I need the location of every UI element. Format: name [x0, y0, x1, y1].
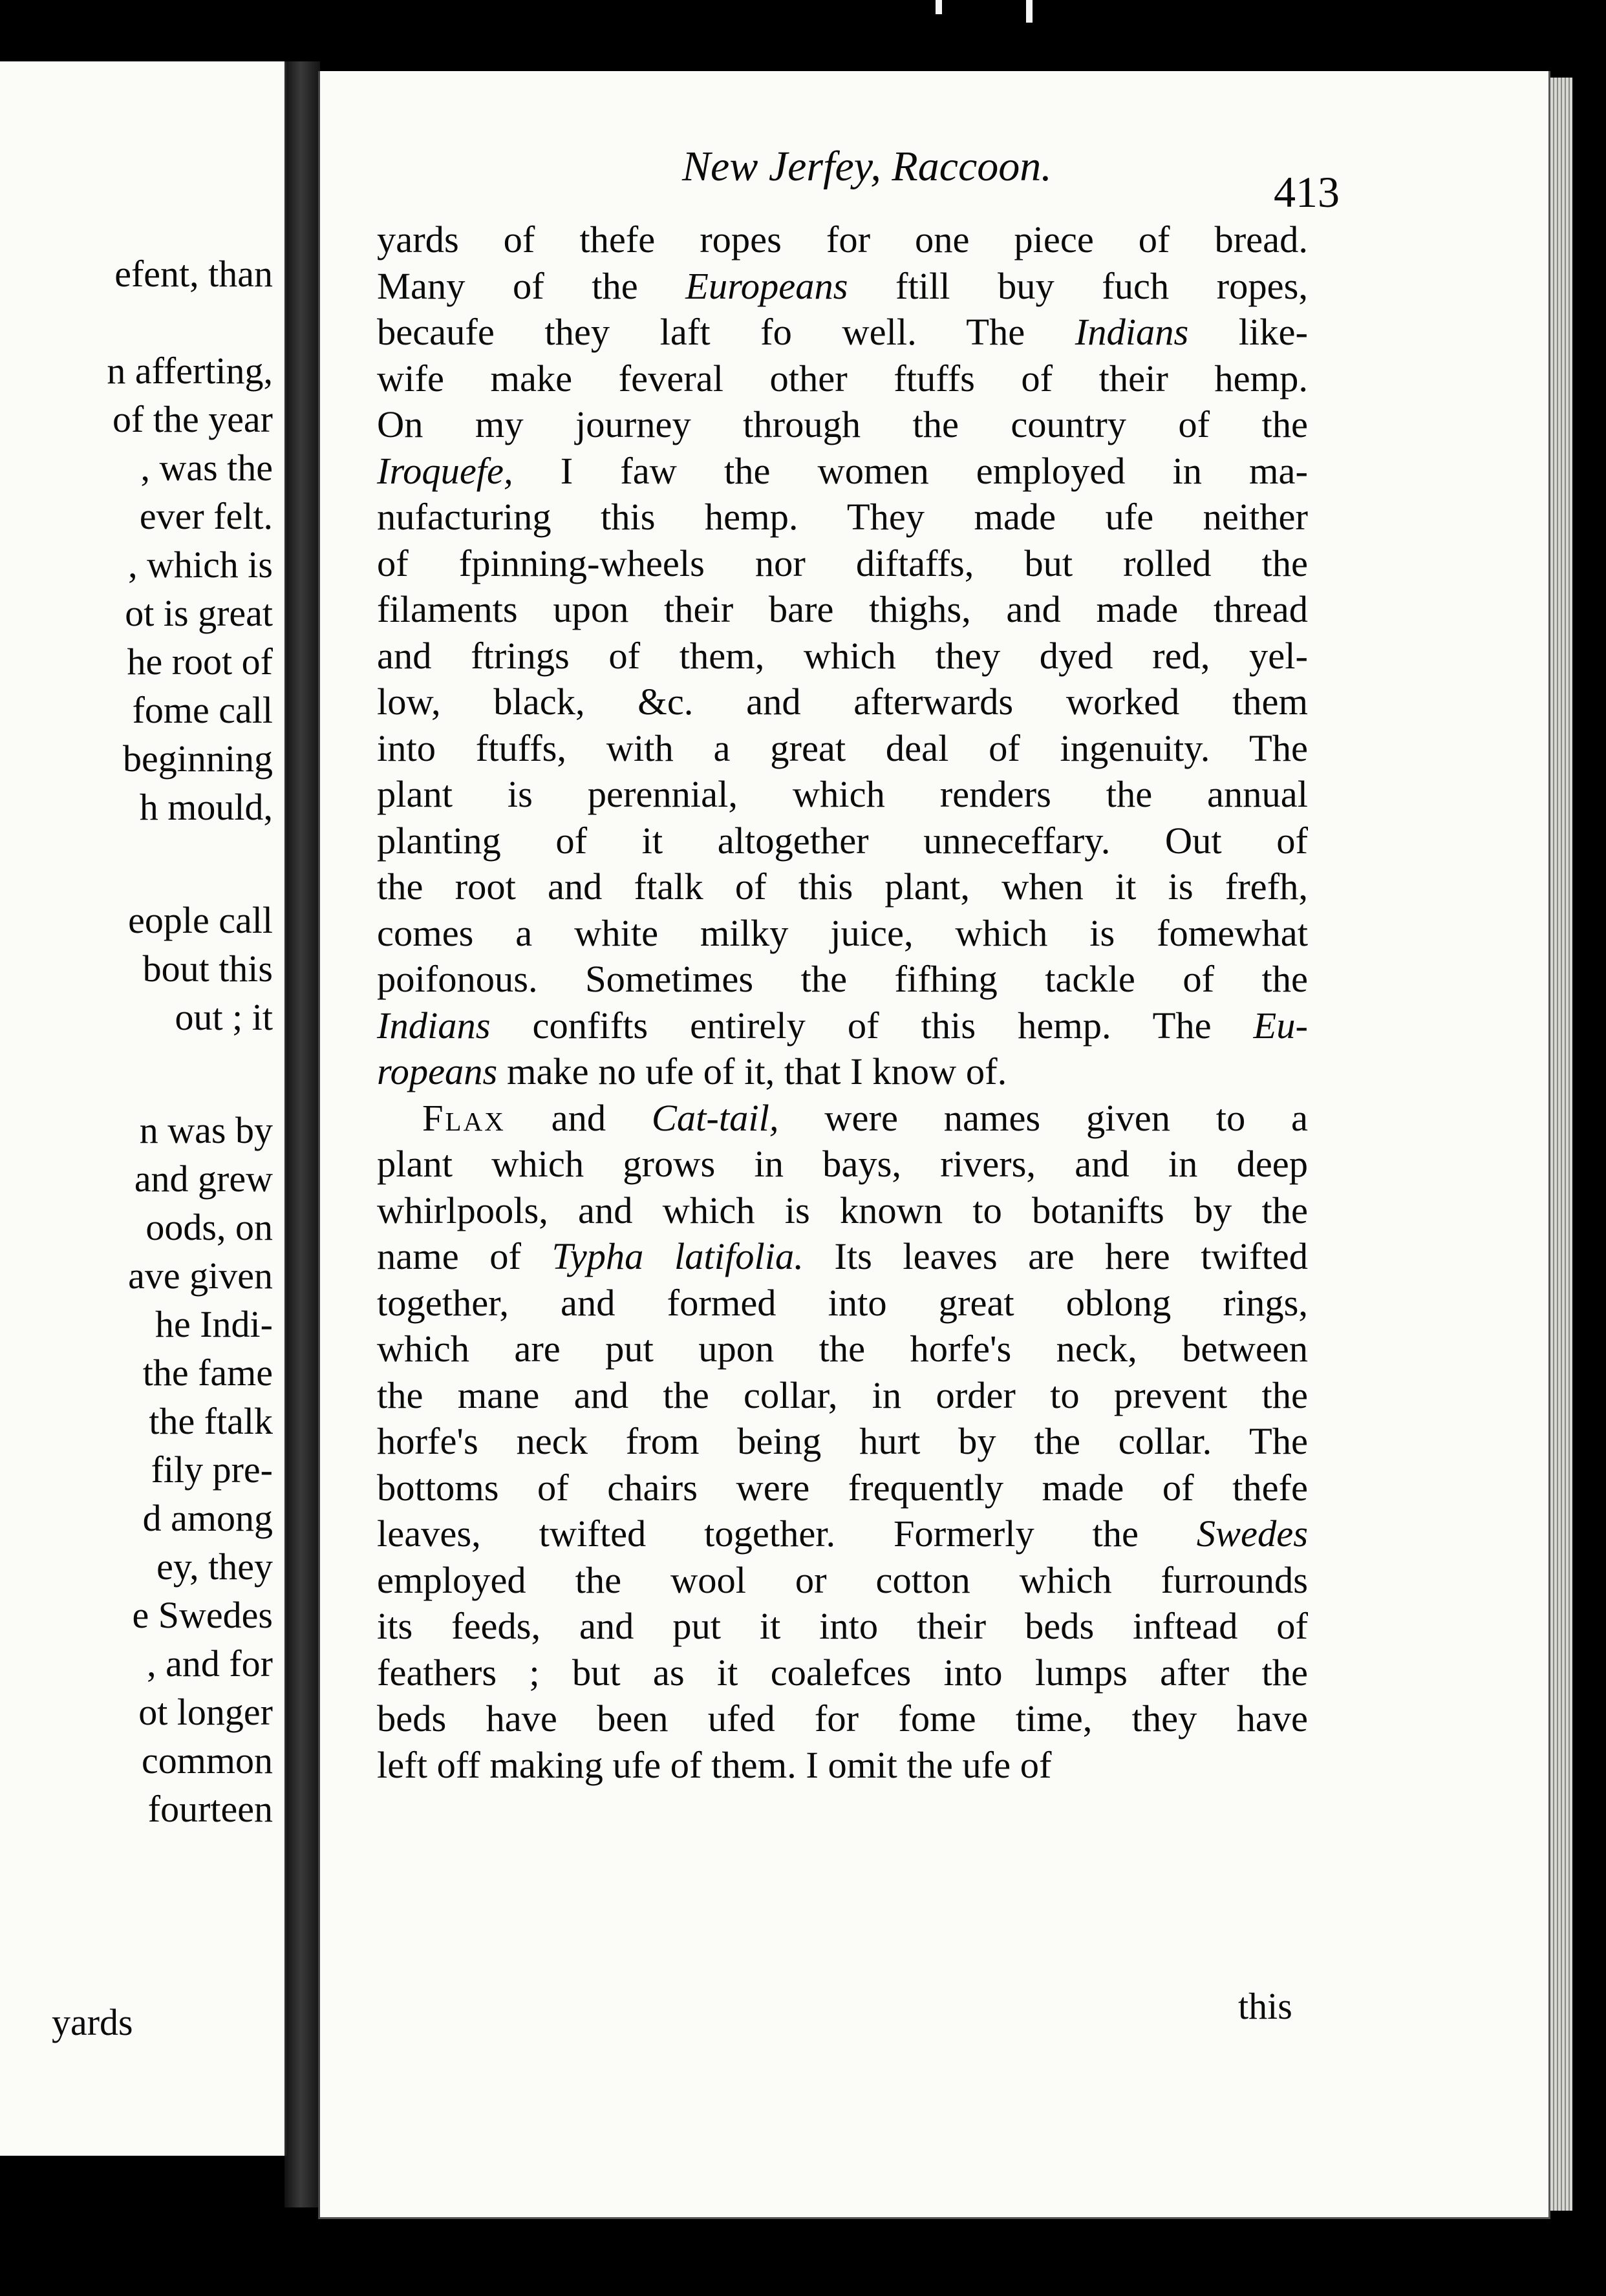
text-line — [377, 1003, 1308, 1049]
small-caps-run: Flax — [422, 1096, 506, 1139]
text-run: ftill buy fuch ropes, — [848, 264, 1308, 307]
left-page-line: h mould, — [139, 786, 273, 828]
text-line — [377, 1372, 1308, 1419]
text-line — [377, 356, 1308, 402]
text-run: poifonous. Sometimes the fifhing tackle of the — [377, 958, 1308, 1000]
text-line — [377, 540, 1308, 587]
text-line — [377, 309, 1308, 356]
left-page-line: , which is — [128, 544, 273, 586]
left-page-line: n afferting, — [107, 350, 273, 392]
text-run: wife make feveral other ftuffs of their hemp. — [377, 357, 1308, 399]
text-line — [377, 1465, 1308, 1511]
text-run: and ftrings of them, which they dyed red, yel- — [377, 634, 1308, 677]
text-line — [377, 263, 1308, 310]
left-page-line: d among — [142, 1497, 273, 1539]
left-page-line: fourteen — [147, 1788, 273, 1830]
text-run: low, black, &c. and afterwards worked them — [377, 681, 1308, 723]
running-head: New Jerfey, Raccoon. — [682, 143, 1052, 190]
text-run: whirlpools, and which is known to botanifts by the — [377, 1189, 1308, 1231]
left-page-line: ot is great — [125, 592, 273, 634]
text-line — [377, 1280, 1308, 1326]
text-line — [377, 1557, 1308, 1604]
text-line — [377, 771, 1308, 818]
text-run: left off making ufe of them. I omit the ufe of — [377, 1743, 1052, 1786]
text-line — [377, 1095, 1308, 1142]
left-page-line: he root of — [127, 641, 273, 683]
top-edge-mark — [936, 0, 942, 14]
text-run: the mane and the collar, in order to prevent the — [377, 1374, 1308, 1416]
text-run: make no ufe of it, that I know of. — [497, 1050, 1007, 1092]
text-run: I faw the women employed in ma- — [513, 449, 1308, 492]
left-page-line: the fame — [142, 1352, 273, 1394]
right-page — [318, 71, 1550, 2219]
text-run: like- — [1188, 311, 1308, 353]
text-line — [377, 679, 1308, 725]
text-line — [377, 910, 1308, 957]
left-page-line: beginning — [123, 738, 273, 780]
left-page-line: ot longer — [138, 1691, 273, 1733]
text-run: which are put upon the horfe's neck, between — [377, 1328, 1308, 1370]
left-page-line: ave given — [128, 1255, 273, 1297]
text-run: plant which grows in bays, rivers, and in deep — [377, 1143, 1308, 1185]
italic-run: Iroquefe, — [377, 449, 513, 492]
text-line — [377, 494, 1308, 540]
left-page-line: n was by — [139, 1109, 273, 1151]
page-number: 413 — [1274, 167, 1340, 217]
text-run: filaments upon their bare thighs, and made thread — [377, 588, 1308, 630]
italic-run: Indians — [377, 1004, 491, 1047]
text-run: bottoms of chairs were frequently made of thefe — [377, 1466, 1308, 1509]
text-line — [377, 1326, 1308, 1372]
left-page-catchword: yards — [52, 2001, 133, 2043]
left-page-line: and grew — [134, 1158, 273, 1200]
left-page-line: oods, on — [145, 1206, 273, 1248]
text-line — [377, 725, 1308, 772]
left-page-line: out ; it — [175, 996, 273, 1038]
text-line — [377, 217, 1308, 263]
text-run: its feeds, and put it into their beds inftead of — [377, 1605, 1308, 1647]
left-page-line: he Indi- — [155, 1303, 273, 1345]
text-run: confifts entirely of this hemp. The — [490, 1004, 1254, 1047]
italic-run: Cat-tail, — [651, 1096, 779, 1139]
text-run: name of — [377, 1235, 552, 1277]
page-body-text — [377, 217, 1308, 1788]
catchword: this — [1238, 1985, 1292, 2027]
left-facing-page — [0, 61, 286, 2156]
text-run: becaufe they laft fo well. The — [377, 311, 1075, 353]
text-line — [377, 448, 1308, 494]
text-line — [377, 1650, 1308, 1696]
left-page-line: ey, they — [156, 1546, 273, 1588]
italic-run: Europeans — [685, 264, 848, 307]
left-page-line: the ftalk — [149, 1400, 273, 1442]
text-line — [377, 1603, 1308, 1650]
text-run: of fpinning-wheels nor diftaffs, but rolled the — [377, 542, 1308, 584]
text-line — [377, 1742, 1308, 1789]
italic-run: Typha latifolia. — [551, 1235, 804, 1277]
book-gutter — [284, 61, 320, 2207]
left-page-line: fome call — [132, 689, 273, 731]
left-page-line: , was the — [140, 447, 273, 489]
text-run: leaves, twifted together. Formerly the — [377, 1513, 1197, 1555]
text-run: Its leaves are here twifted — [803, 1235, 1308, 1277]
left-page-line: ever felt. — [139, 495, 273, 537]
text-line — [377, 1695, 1308, 1742]
text-run: beds have been ufed for fome time, they have — [377, 1697, 1308, 1739]
text-run: the root and ftalk of this plant, when it is frefh, — [377, 866, 1308, 908]
left-page-line: fily pre- — [151, 1449, 273, 1491]
left-page-line: efent, than — [114, 253, 273, 295]
text-run: yards of thefe ropes for one piece of bread. — [377, 218, 1308, 260]
left-page-line: , and for — [147, 1642, 273, 1685]
text-run: comes a white milky juice, which is fomewhat — [377, 911, 1308, 954]
text-line — [377, 1418, 1308, 1465]
left-page-line: bout this — [142, 948, 273, 990]
text-run: plant is perennial, which renders the annual — [377, 773, 1308, 815]
text-line — [377, 401, 1308, 448]
text-run: and — [505, 1096, 652, 1139]
left-page-line: of the year — [112, 398, 273, 440]
text-run: nufacturing this hemp. They made ufe neither — [377, 496, 1308, 538]
text-run: together, and formed into great oblong rings, — [377, 1281, 1308, 1324]
text-line — [377, 586, 1308, 633]
text-run: into ftuffs, with a great deal of ingenuity. The — [377, 727, 1308, 769]
text-line — [377, 1048, 1308, 1095]
text-line — [377, 1233, 1308, 1280]
text-line — [377, 1141, 1308, 1187]
text-line — [377, 864, 1308, 910]
text-run: horfe's neck from being hurt by the collar. The — [377, 1420, 1308, 1462]
text-run: planting of it altogether unneceffary. Out of — [377, 819, 1308, 862]
text-line — [377, 818, 1308, 864]
left-page-line: eople call — [128, 899, 273, 941]
text-line — [377, 956, 1308, 1003]
italic-run: ropeans — [377, 1050, 498, 1092]
text-run: feathers ; but as it coalefces into lumps after the — [377, 1651, 1308, 1694]
text-run: Many of the — [377, 264, 686, 307]
text-run: On my journey through the country of the — [377, 403, 1308, 445]
text-run: employed the wool or cotton which furrounds — [377, 1558, 1308, 1601]
left-page-line: common — [142, 1739, 273, 1781]
page-edges — [1547, 78, 1572, 2211]
top-edge-mark — [1026, 0, 1033, 23]
italic-run: Indians — [1075, 311, 1189, 353]
text-line — [377, 1511, 1308, 1557]
text-run: were names given to a — [778, 1096, 1308, 1139]
italic-run: Swedes — [1196, 1513, 1308, 1555]
left-page-line: e Swedes — [132, 1594, 273, 1636]
text-line — [377, 633, 1308, 679]
italic-run: Eu- — [1253, 1004, 1308, 1047]
text-line — [377, 1187, 1308, 1234]
